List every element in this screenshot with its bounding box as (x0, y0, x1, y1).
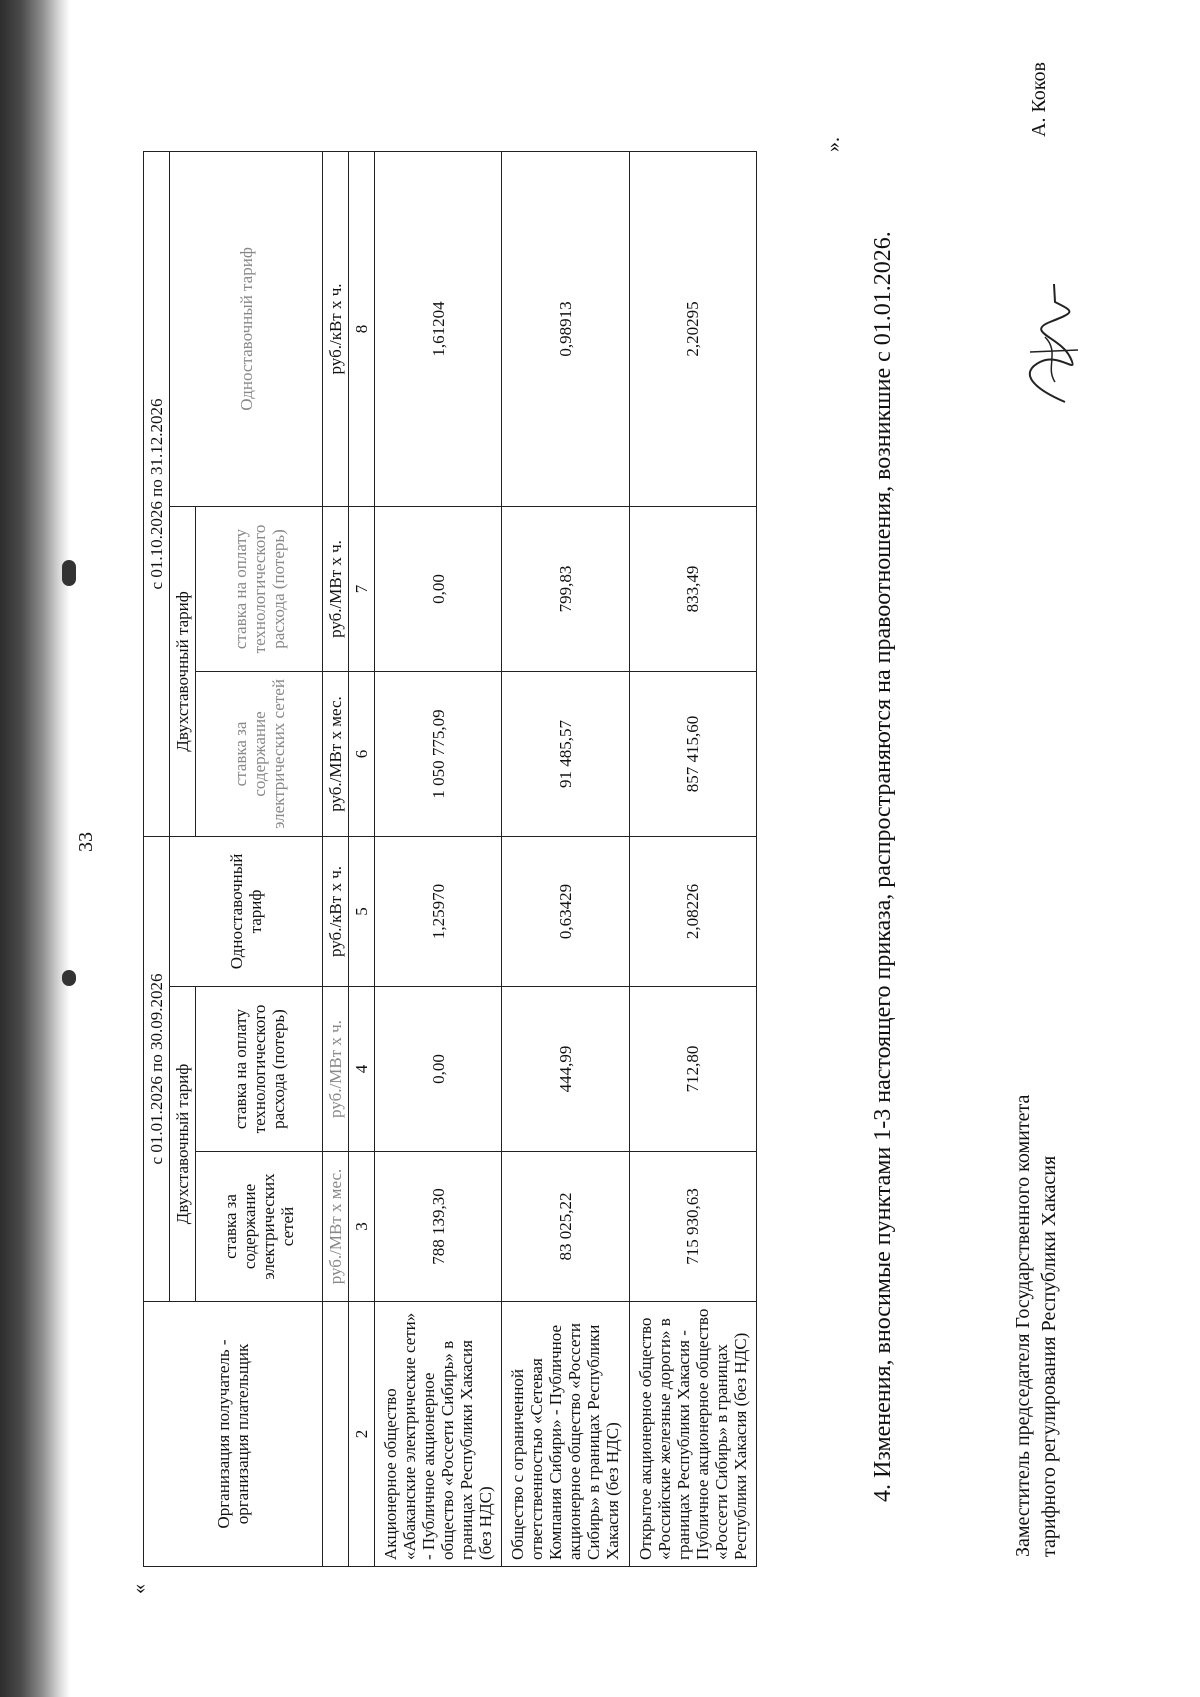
signer-title-line: Заместитель председателя Государственного комитета (1012, 1094, 1034, 1557)
signer-title-line: тарифного регулирования Республики Хакасия (1038, 1155, 1060, 1557)
value-cell: 1,25970 (375, 836, 502, 986)
column-number: 7 (349, 506, 375, 671)
signer-title (1010, 1095, 1062, 1557)
rate-maint-header: ставка за содержание электрических сетей (196, 1152, 323, 1302)
unit-cell: руб./МВт х мес. (323, 1152, 349, 1302)
tariff-table (143, 151, 757, 1567)
table-header-row (144, 151, 170, 1566)
closing-quote: ». (822, 137, 844, 152)
table-row (375, 151, 502, 1566)
value-cell: 2,20295 (629, 151, 756, 506)
value-cell: 715 930,63 (629, 1152, 756, 1302)
unit-empty (323, 1302, 349, 1567)
one-part-header: Одноставочный тариф (170, 836, 323, 986)
column-number: 2 (349, 1302, 375, 1567)
unit-cell: руб./МВт х ч. (323, 506, 349, 671)
value-cell: 788 139,30 (375, 1152, 502, 1302)
value-cell: 1 050 775,09 (375, 671, 502, 836)
column-number: 3 (349, 1152, 375, 1302)
org-header: Организация получатель - организация плательщик (144, 1302, 323, 1567)
unit-cell: руб./МВт х ч. (323, 987, 349, 1152)
two-part-header: Двухставочный тариф (170, 987, 196, 1302)
column-number: 8 (349, 151, 375, 506)
value-cell: 1,61204 (375, 151, 502, 506)
table-row (629, 151, 756, 1566)
value-cell: 0,00 (375, 506, 502, 671)
note-paragraph: 4. Изменения, вносимые пунктами 1-3 настоящего приказа, распространяются на правоотношения, возникшие с 01.01.2026. (870, 231, 896, 1502)
column-number: 5 (349, 836, 375, 986)
value-cell: 799,83 (502, 506, 629, 671)
opening-quote: « (128, 1584, 150, 1594)
rate-loss-header: ставка на оплату технологического расхода (потерь) (196, 987, 323, 1152)
column-number-row (349, 151, 375, 1566)
signer-name: А. Коков (1028, 62, 1050, 137)
column-number: 6 (349, 671, 375, 836)
value-cell: 833,49 (629, 506, 756, 671)
value-cell: 857 415,60 (629, 671, 756, 836)
value-cell: 83 025,22 (502, 1152, 629, 1302)
org-cell: Открытое акционерное общество «Российские железные дороги» в границах Республики Хакасия - Публичное акционерное общество «Россети Сибирь» в границах Республики Хакасия (без НДС) (629, 1302, 756, 1567)
column-number: 4 (349, 987, 375, 1152)
table-row (502, 151, 629, 1566)
unit-cell: руб./кВт х ч. (323, 151, 349, 506)
value-cell: 91 485,57 (502, 671, 629, 836)
value-cell: 0,98913 (502, 151, 629, 506)
unit-cell: руб./МВт х мес. (323, 671, 349, 836)
rate-maint-header: ставка за содержание электрических сетей (196, 671, 323, 836)
period1-header: с 01.01.2026 по 30.09.2026 (144, 836, 170, 1301)
org-cell: Акционерное общество «Абаканские электрические сети» - Публичное акционерное общество «Россети Сибирь» в границах Республики Хакасия (без НДС) (375, 1302, 502, 1567)
org-cell: Общество с ограниченной ответственностью «Сетевая Компания Сибири» - Публичное акционерное общество «Россети Сибирь» в границах Республики Хакасия (без НДС) (502, 1302, 629, 1567)
period2-header: с 01.10.2026 по 31.12.2026 (144, 151, 170, 836)
value-cell: 0,63429 (502, 836, 629, 986)
one-part-header: Одноставочный тариф (170, 151, 323, 506)
signature-icon (1010, 282, 1090, 412)
value-cell: 444,99 (502, 987, 629, 1152)
value-cell: 712,80 (629, 987, 756, 1152)
value-cell: 2,08226 (629, 836, 756, 986)
rate-loss-header: ставка на оплату технологического расхода (потерь) (196, 506, 323, 671)
unit-cell: руб./кВт х ч. (323, 836, 349, 986)
page-number: 33 (75, 832, 97, 852)
two-part-header: Двухставочный тариф (170, 506, 196, 836)
value-cell: 0,00 (375, 987, 502, 1152)
units-row (323, 151, 349, 1566)
